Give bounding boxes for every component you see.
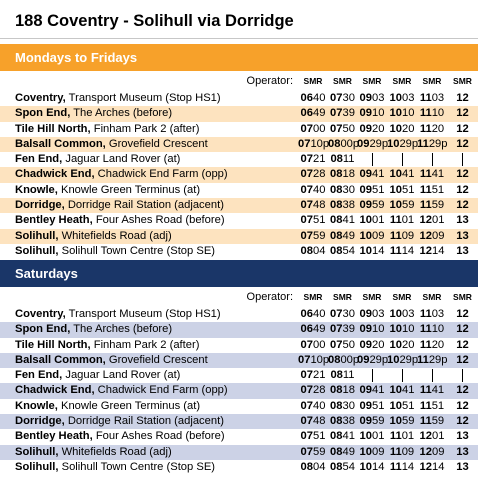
departure-time: 1201 [419,214,445,227]
timetable-row [0,322,478,337]
departure-time: 12 [456,338,469,351]
departure-time: 0739 [330,107,355,120]
departure-time: 1001 [359,430,385,443]
stop-name [0,229,298,244]
stop-detail: Jaguar Land Rover (at) [62,153,181,166]
departure-time: 1020 [389,122,415,135]
departure-time: 1020 [389,338,415,351]
stop-place: Solihull, [15,244,59,257]
departure-time: 1101 [389,214,415,227]
stop-detail: Four Ashes Road (before) [92,214,225,227]
timetable-row [0,445,478,460]
stop-detail: Transport Museum (Stop HS1) [65,92,221,104]
stop-place: Spon End, [15,323,71,336]
timetable-row [0,244,478,259]
departure-time: 1059 [389,415,415,428]
departure-time: 1041 [389,168,415,181]
departure-time: 0818 [330,168,355,181]
stop-name [0,137,298,152]
stop-name [0,383,298,398]
operator-code: SMR [453,292,472,303]
stop-detail: Whitefields Road (adj) [58,229,172,242]
departure-time: 0830 [330,399,355,412]
stop-place: Fen End, [15,153,63,166]
vertical-bar-icon [432,153,433,166]
departure-time: 0841 [330,214,355,227]
stop-detail: Whitefields Road (adj) [58,445,172,458]
timetable-row [0,460,478,475]
stop-name [0,198,298,213]
timetable-row [0,338,478,353]
departure-time: 1209 [419,229,445,242]
departure-time: 13 [456,229,469,242]
departure-time: 1059 [389,199,415,212]
route-title: 188 Coventry - Solihull via Dorridge [15,12,294,30]
departure-time: 0759 [300,445,326,458]
departure-time: 0730 [330,92,355,104]
vertical-bar-icon [402,369,403,382]
departure-time: 0849 [330,445,355,458]
departure-time: 1051 [389,399,415,412]
departure-time: 12 [456,92,469,104]
departure-time: 1051 [389,183,415,196]
departure-time: 0941 [359,168,385,181]
operator-label: Operator: [246,75,293,88]
timetable-row [0,368,478,383]
departure-time: 0910 [359,323,385,336]
departure-time: 0804 [300,460,326,473]
timetable-row [0,152,478,167]
stop-place: Solihull, [15,460,59,473]
departure-time: 1214 [419,460,445,473]
departure-time: 1029p [387,137,419,150]
departure-time: 0739 [330,323,355,336]
stop-detail: Four Ashes Road (before) [92,430,225,443]
stop-place: Chadwick End, [15,168,95,181]
stop-name [0,414,298,429]
departure-time: 1141 [419,384,445,397]
departure-time: 1009 [359,229,385,242]
departure-time: 0649 [300,323,326,336]
departure-time: 1101 [389,430,415,443]
stop-detail: Dorridge Rail Station (adjacent) [64,415,224,428]
stop-detail: Knowle Green Terminus (at) [57,399,201,412]
operator-code: SMR [422,292,442,303]
no-stop-marker [417,368,447,383]
departure-time: 0748 [300,415,326,428]
departure-time: 0750 [330,122,355,135]
departure-time: 0700 [300,338,326,351]
operator-code: SMR [333,76,352,87]
departure-time: 0951 [359,399,385,412]
departure-time: 1009 [359,445,385,458]
departure-time: 0951 [359,183,385,196]
departure-time: 1120 [419,338,445,351]
stop-detail: Chadwick End Farm (opp) [94,168,228,181]
no-stop-marker [357,368,387,383]
departure-time: 0854 [330,460,355,473]
stop-place: Knowle, [15,183,58,196]
vertical-bar-icon [432,369,433,382]
timetable-saturdays [0,289,478,475]
departure-time: 0740 [300,183,326,196]
departure-time: 0751 [300,214,326,227]
departure-time: 0849 [330,229,355,242]
stop-detail: The Arches (before) [70,323,173,336]
departure-time: 13 [456,244,469,257]
departure-time: 1151 [419,399,445,412]
departure-time: 1001 [359,214,385,227]
timetable-row [0,106,478,121]
section-header-saturdays [0,260,478,287]
departure-time: 0903 [359,92,385,104]
timetable-row [0,307,478,322]
departure-time: 13 [456,445,469,458]
stop-name [0,152,298,167]
stop-name [0,368,298,383]
stop-place: Coventry, [15,92,66,104]
stop-place: Dorridge, [15,199,65,212]
departure-time: 1010 [389,323,415,336]
operator-code: SMR [422,76,442,87]
departure-time: 0959 [359,199,385,212]
stop-name [0,167,298,182]
departure-time: 1014 [359,460,385,473]
departure-time: 12 [456,183,469,196]
departure-time: 0759 [300,229,326,242]
stop-detail: Finham Park 2 (after) [90,338,200,351]
stop-name [0,106,298,121]
stop-place: Tile Hill North, [15,338,91,351]
departure-time: 0730 [330,308,355,320]
departure-time: 12 [456,353,469,366]
departure-time: 0728 [300,384,326,397]
departure-time: 0721 [300,369,326,382]
departure-time: 0751 [300,430,326,443]
departure-time: 13 [456,430,469,443]
departure-time: 1029p [387,353,419,366]
timetable-row [0,91,478,106]
timetable-row [0,229,478,244]
departure-time: 0811 [330,153,355,166]
timetable-row [0,122,478,137]
departure-time: 1110 [419,107,445,120]
stop-detail: Grovefield Crescent [105,353,208,366]
section-heading: Mondays to Fridays [15,50,138,65]
stop-place: Spon End, [15,107,71,120]
operator-code: SMR [303,292,323,303]
departure-time: 1151 [419,183,445,196]
departure-time: 1114 [389,460,415,473]
operator-code: SMR [453,76,472,87]
section-header-weekdays [0,44,478,71]
stop-place: Bentley Heath, [15,430,93,443]
departure-time: 1010 [389,107,415,120]
stop-place: Balsall Common, [15,353,106,366]
timetable-row [0,353,478,368]
stop-detail: Transport Museum (Stop HS1) [65,308,221,320]
departure-time: 12 [456,137,469,150]
operator-code: SMR [392,292,412,303]
departure-time: 13 [456,214,469,227]
departure-time: 1103 [419,92,445,104]
departure-time: 1014 [359,244,385,257]
departure-time: 12 [456,399,469,412]
departure-time: 0721 [300,153,326,166]
departure-time: 1201 [419,430,445,443]
departure-time: 0700 [300,122,326,135]
departure-time: 12 [456,122,469,135]
departure-time: 13 [456,460,469,473]
departure-time: 1214 [419,244,445,257]
operator-code: SMR [333,292,352,303]
departure-time: 12 [456,168,469,181]
timetable-row [0,399,478,414]
departure-time: 0929p [357,353,389,366]
stop-detail: Solihull Town Centre (Stop SE) [58,244,216,257]
operator-code: SMR [392,76,412,87]
stop-name [0,399,298,414]
title-divider [0,38,478,39]
stop-detail: Dorridge Rail Station (adjacent) [64,199,224,212]
stop-name [0,307,298,322]
timetable-row [0,183,478,198]
departure-time: 0649 [300,107,326,120]
departure-time: 1129p [417,137,448,150]
vertical-bar-icon [372,153,373,166]
departure-time: 0830 [330,183,355,196]
departure-time: 0804 [300,244,326,257]
departure-time: 1120 [419,122,445,135]
stop-name [0,91,298,106]
departure-time: 0838 [330,199,355,212]
stop-detail: Chadwick End Farm (opp) [94,384,228,397]
departure-time: 1003 [389,92,415,104]
departure-time: 0818 [330,384,355,397]
departure-time: 1159 [419,199,445,212]
vertical-bar-icon [462,369,463,382]
departure-time: 0640 [300,308,326,320]
no-stop-marker [447,368,478,383]
departure-time: 1109 [389,229,415,242]
departure-time: 0811 [330,369,355,382]
section-heading: Saturdays [15,266,78,281]
departure-time: 1103 [419,308,445,320]
no-stop-marker [387,152,417,167]
operator-code: SMR [303,76,323,87]
operator-row [0,289,478,307]
departure-time: 1041 [389,384,415,397]
stop-place: Knowle, [15,399,58,412]
departure-time: 0800p [328,137,360,150]
operator-code: SMR [362,292,382,303]
timetable-row [0,414,478,429]
no-stop-marker [357,152,387,167]
stop-detail: Knowle Green Terminus (at) [57,183,201,196]
timetable-row [0,137,478,152]
departure-time: 12 [456,415,469,428]
no-stop-marker [387,368,417,383]
departure-time: 0910 [359,107,385,120]
departure-time: 1129p [417,353,448,366]
departure-time: 12 [456,107,469,120]
departure-time: 1109 [389,445,415,458]
departure-time: 1114 [389,244,415,257]
departure-time: 12 [456,323,469,336]
vertical-bar-icon [462,153,463,166]
departure-time: 0838 [330,415,355,428]
stop-name [0,460,298,475]
no-stop-marker [417,152,447,167]
departure-time: 0854 [330,244,355,257]
no-stop-marker [447,152,478,167]
departure-time: 1141 [419,168,445,181]
stop-name [0,445,298,460]
stop-place: Balsall Common, [15,137,106,150]
stop-name [0,338,298,353]
departure-time: 0728 [300,168,326,181]
stop-detail: The Arches (before) [70,107,173,120]
stop-name [0,353,298,368]
departure-time: 0640 [300,92,326,104]
timetable-weekdays [0,73,478,259]
timetable-row [0,213,478,228]
departure-time: 0841 [330,430,355,443]
departure-time: 0800p [328,353,360,366]
timetable-row [0,167,478,182]
departure-time: 0920 [359,122,385,135]
stop-place: Dorridge, [15,415,65,428]
stop-place: Chadwick End, [15,384,95,397]
operator-row [0,73,478,91]
stop-place: Tile Hill North, [15,122,91,135]
stop-detail: Jaguar Land Rover (at) [62,369,181,382]
stop-place: Solihull, [15,229,59,242]
departure-time: 0710p [298,353,330,366]
stop-detail: Finham Park 2 (after) [90,122,200,135]
stop-detail: Grovefield Crescent [105,137,208,150]
stop-name [0,213,298,228]
timetable-row [0,429,478,444]
vertical-bar-icon [402,153,403,166]
departure-time: 12 [456,384,469,397]
stop-name [0,244,298,259]
timetable-row [0,198,478,213]
operator-label: Operator: [246,291,293,304]
departure-time: 1003 [389,308,415,320]
stop-name [0,183,298,198]
vertical-bar-icon [372,369,373,382]
departure-time: 0750 [330,338,355,351]
departure-time: 12 [456,308,469,320]
departure-time: 0748 [300,199,326,212]
stop-name [0,122,298,137]
departure-time: 0920 [359,338,385,351]
stop-name [0,429,298,444]
departure-time: 0959 [359,415,385,428]
departure-time: 0941 [359,384,385,397]
departure-time: 0710p [298,137,330,150]
timetable-row [0,383,478,398]
departure-time: 1159 [419,415,445,428]
departure-time: 0740 [300,399,326,412]
departure-time: 12 [456,199,469,212]
departure-time: 1110 [419,323,445,336]
stop-place: Fen End, [15,369,63,382]
departure-time: 0903 [359,308,385,320]
stop-place: Bentley Heath, [15,214,93,227]
departure-time: 1209 [419,445,445,458]
operator-code: SMR [362,76,382,87]
departure-time: 0929p [357,137,389,150]
stop-place: Coventry, [15,308,66,320]
stop-place: Solihull, [15,445,59,458]
stop-detail: Solihull Town Centre (Stop SE) [58,460,216,473]
stop-name [0,322,298,337]
